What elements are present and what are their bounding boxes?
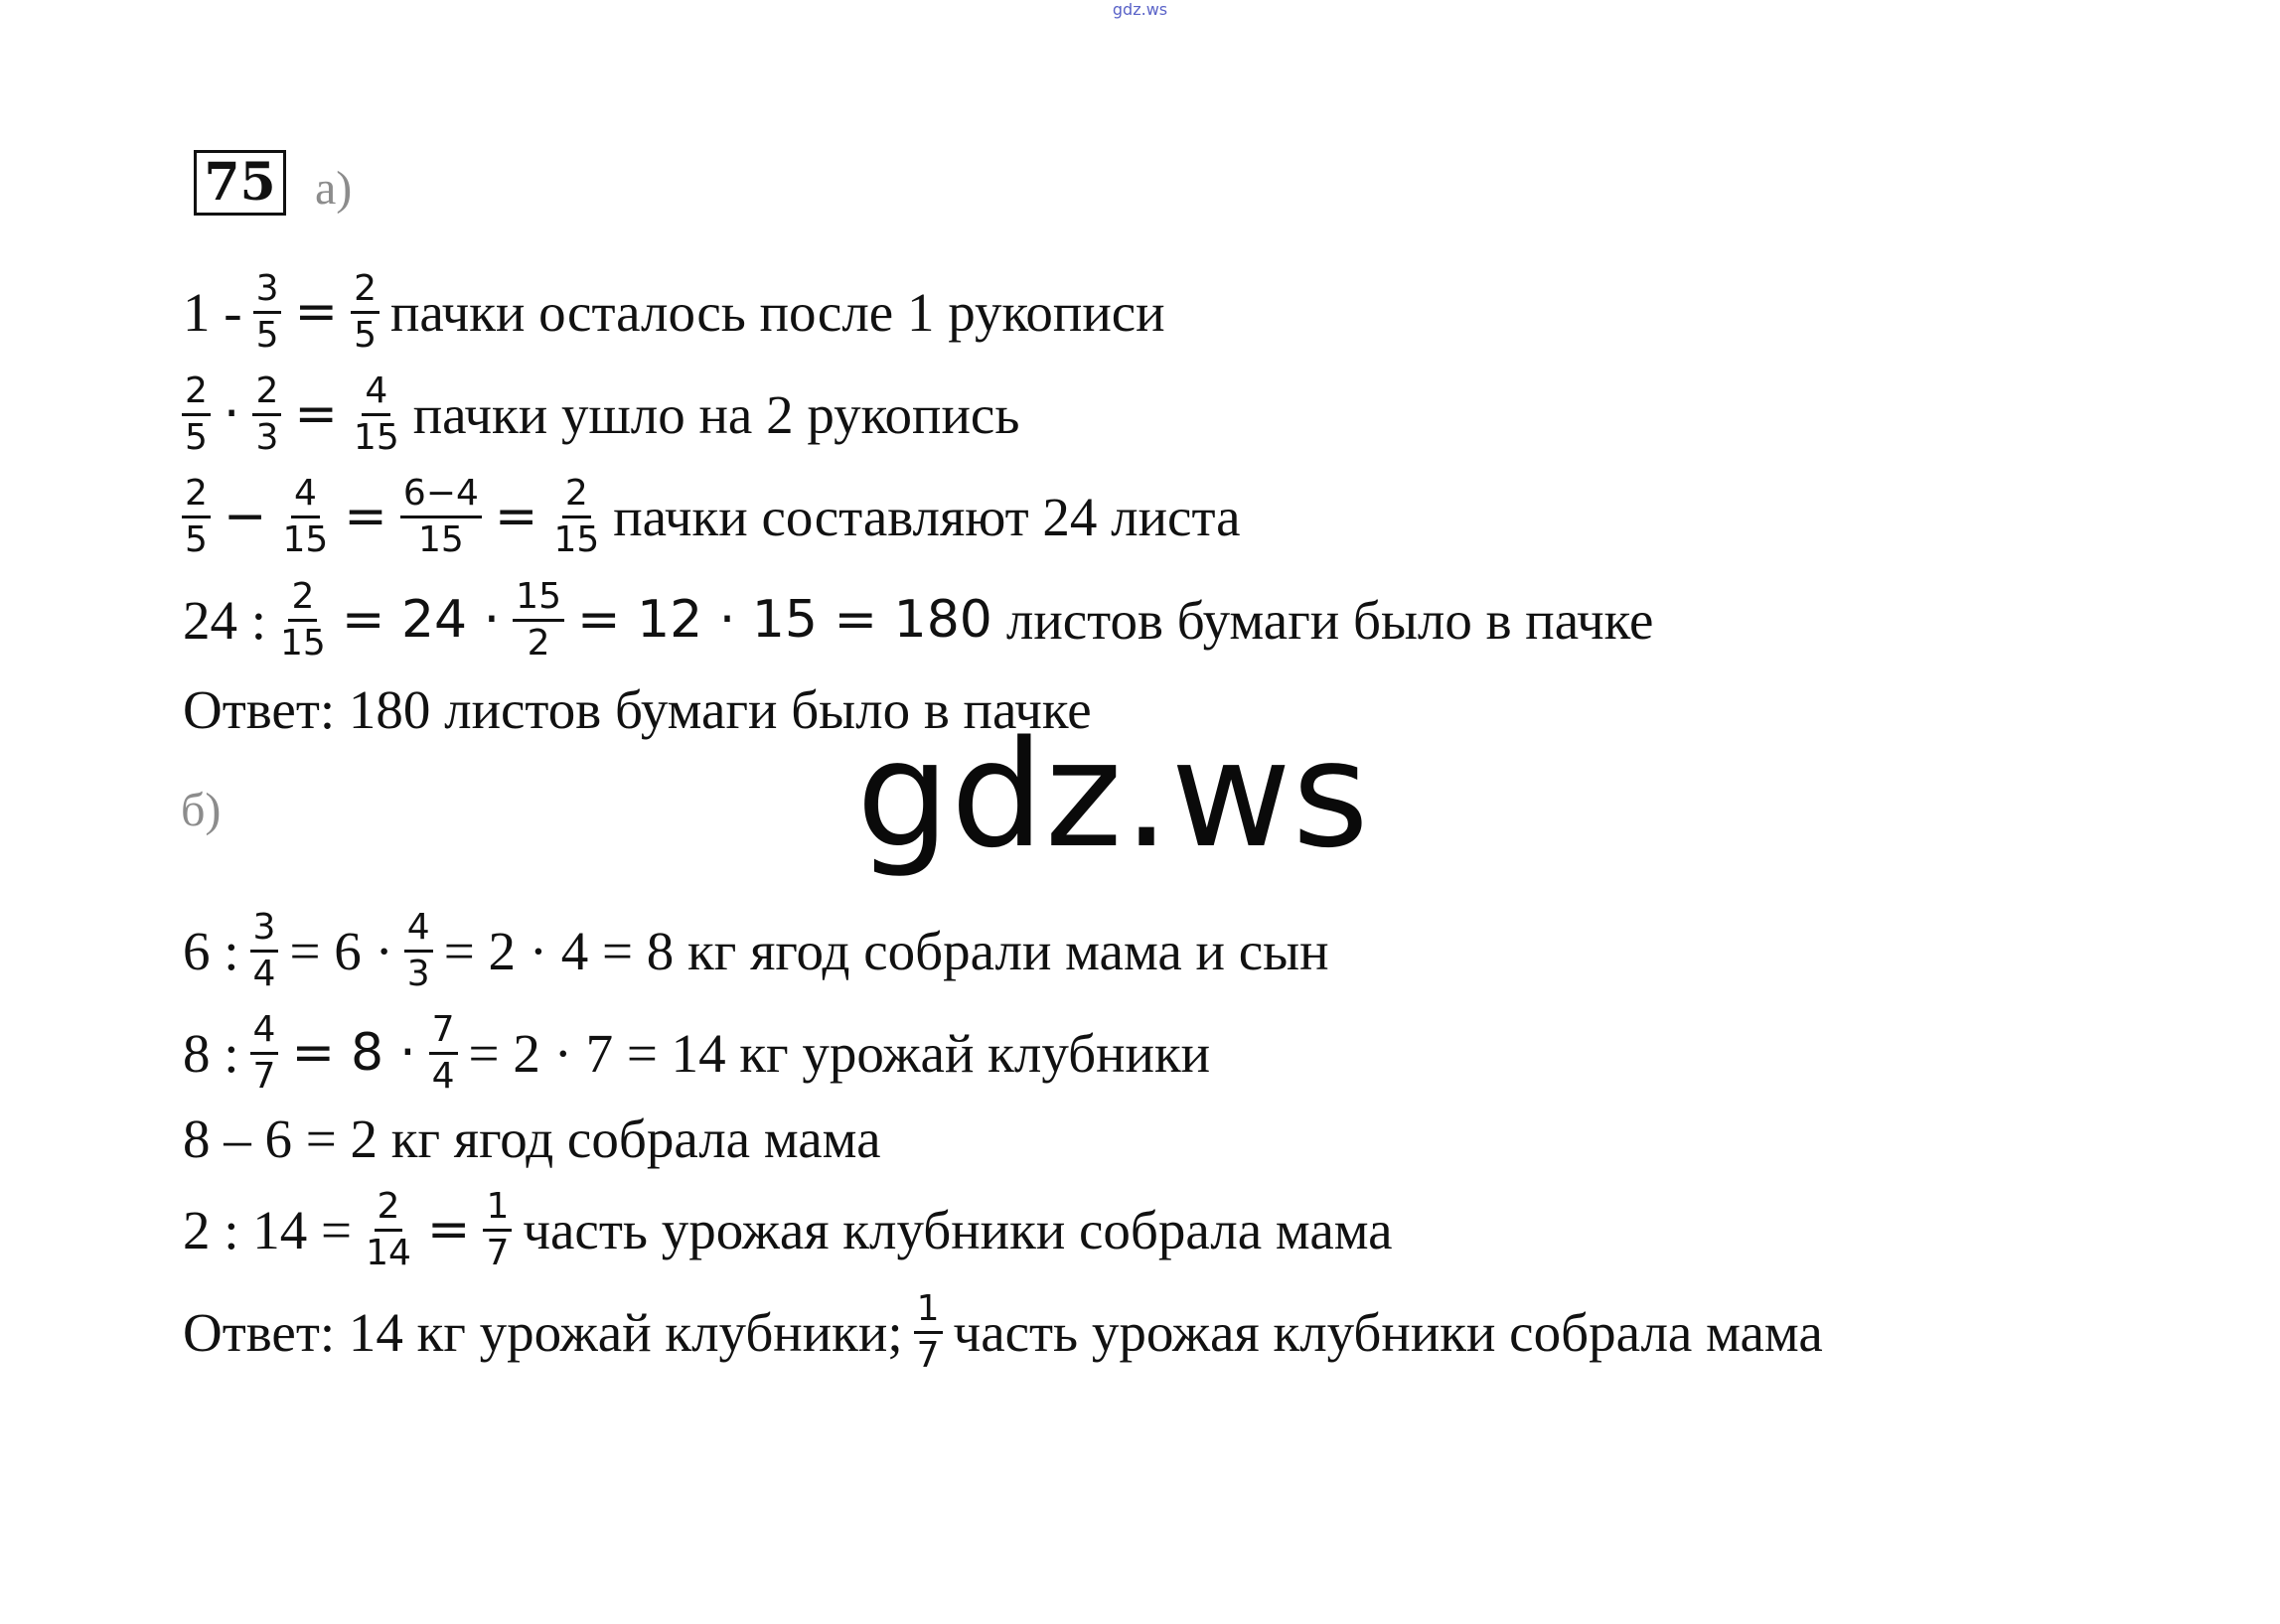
part-b-line-2 — [177, 1001, 1216, 1105]
expr-text: 24 : — [183, 589, 267, 651]
fraction: $\frac{3}{5}$ — [253, 267, 282, 358]
part-a-line-3 — [177, 465, 1247, 568]
answer-text: Ответ: 180 листов бумаги было в пачке — [183, 678, 1092, 740]
operator: − — [223, 487, 267, 546]
operator: · — [399, 1023, 416, 1083]
part-b-answer — [177, 1280, 1829, 1384]
fraction: $\frac{3}{4}$ — [250, 906, 279, 996]
expression: = 24 · — [341, 590, 501, 650]
line-text: часть урожая клубники собрала мама — [523, 1199, 1393, 1260]
fraction: $\frac{7}{4}$ — [429, 1008, 458, 1099]
fraction: $\frac{4}{15}$ — [353, 369, 399, 458]
fraction: $\frac{2}{3}$ — [252, 369, 281, 460]
fraction: $\frac{2}{5}$ — [182, 472, 211, 562]
fraction: $\frac{6-4}{15}$ — [400, 472, 482, 562]
fraction: $\frac{4}{7}$ — [250, 1008, 279, 1099]
expr-number: 8 — [351, 1023, 384, 1083]
operator: · — [223, 384, 240, 444]
fraction: $\frac{15}{2}$ — [513, 575, 564, 665]
answer-text: Ответ: 14 кг урожай клубники; — [183, 1301, 903, 1363]
operator: = — [426, 1200, 471, 1259]
operator: = — [294, 384, 338, 444]
expression: = 12 · 15 = 180 — [576, 590, 992, 650]
fraction: $\frac{4}{3}$ — [404, 906, 433, 996]
part-b-line-1 — [177, 899, 1335, 1002]
expr-text: 6 : — [183, 920, 239, 981]
operator: = — [294, 282, 339, 342]
line-text: пачки ушло на 2 рукопись — [412, 383, 1020, 445]
fraction: $\frac{2}{5}$ — [351, 267, 380, 358]
fraction: $\frac{2}{5}$ — [182, 369, 211, 460]
answer-text: часть урожая клубники собрала мама — [953, 1301, 1823, 1363]
fraction: $\frac{1}{7}$ — [914, 1287, 943, 1378]
part-a-line-4 — [177, 568, 1659, 671]
task-number: 75 — [194, 150, 286, 216]
fraction: $\frac{2}{15}$ — [553, 472, 600, 560]
operator: = — [494, 487, 538, 546]
top-watermark: gdz.ws — [1112, 0, 1168, 19]
site-watermark: gdz.ws — [856, 709, 1370, 880]
part-b-label: б) — [181, 784, 222, 836]
expr-text: 8 : — [183, 1022, 239, 1084]
line-text: = 2 · 7 = 14 кг урожай клубники — [468, 1022, 1211, 1084]
line-text: пачки составляют 24 листа — [613, 486, 1241, 547]
expr-text: 1 - — [183, 281, 242, 343]
line-text: пачки осталось после 1 рукописи — [389, 281, 1165, 343]
line-text: = 2 · 4 = 8 кг ягод собрали мама и сын — [443, 920, 1329, 981]
part-a-label: а) — [315, 162, 353, 215]
line-text: листов бумаги было в пачке — [1005, 589, 1654, 651]
part-a-line-2 — [177, 363, 1025, 466]
expr-text: = 6 · — [289, 920, 393, 981]
part-b-line-3 — [177, 1091, 887, 1186]
part-b-line-4 — [177, 1178, 1399, 1281]
fraction: $\frac{2}{15}$ — [280, 575, 326, 664]
operator: = — [344, 487, 387, 546]
operator: = — [291, 1023, 336, 1083]
part-a-line-1 — [177, 260, 1171, 364]
fraction: $\frac{2}{14}$ — [366, 1185, 411, 1273]
fraction: $\frac{1}{7}$ — [483, 1185, 512, 1275]
expr-text: 2 : 14 = — [183, 1199, 353, 1260]
fraction: $\frac{4}{15}$ — [282, 472, 329, 560]
line-text: 8 – 6 = 2 кг ягод собрала мама — [183, 1107, 881, 1169]
